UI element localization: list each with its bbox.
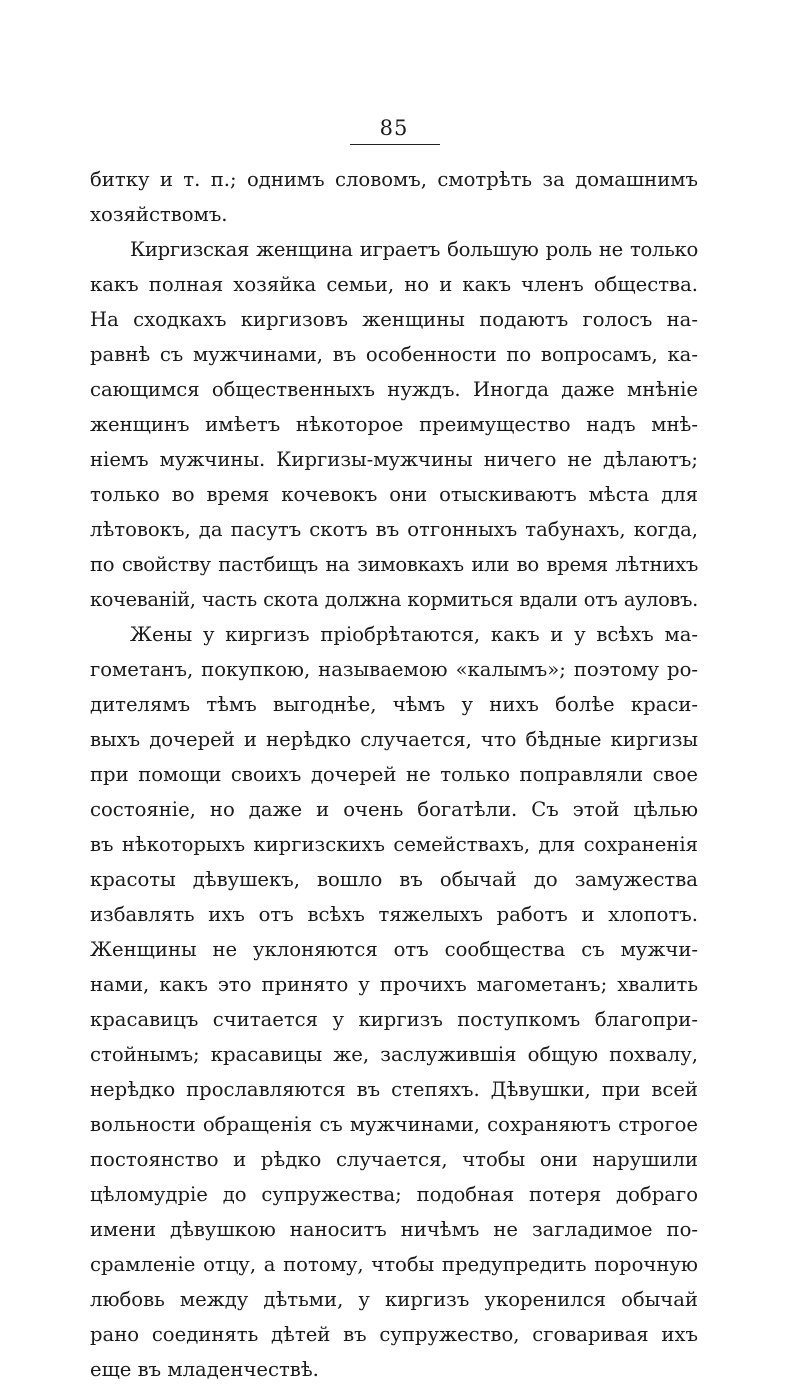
text-line: какъ полная хозяйка семьи, но и какъ членъ общества.	[90, 273, 698, 296]
text-line: вольности обращенія съ мужчинами, сохраняютъ строгое	[90, 1113, 698, 1136]
text-line: стойнымъ; красавицы же, заслужившія общую похвалу,	[90, 1043, 698, 1066]
text-line: цѣломудріе до супружества; подобная потеря добраго	[90, 1183, 698, 1206]
text-line: Киргизская женщина играетъ большую роль не только	[130, 238, 698, 261]
page-number-rule	[350, 144, 440, 145]
text-line: хозяйствомъ.	[90, 203, 228, 226]
text-line: постоянство и рѣдко случается, чтобы они нарушили	[90, 1148, 698, 1171]
text-line: Жены у киргизъ пріобрѣтаются, какъ и у всѣхъ ма-	[130, 623, 698, 646]
text-line: красавицъ считается у киргизъ поступкомъ благопри-	[90, 1008, 698, 1031]
text-line: при помощи своихъ дочерей не только поправляли свое	[90, 763, 698, 786]
text-line: кочеваній, часть скота должна кормиться вдали отъ ауловъ.	[90, 588, 698, 611]
text-line: красоты дѣвушекъ, вошло въ обычай до замужества	[90, 868, 698, 891]
text-line: На сходкахъ киргизовъ женщины подаютъ голосъ на-	[90, 308, 698, 331]
text-line: Женщины не уклоняются отъ сообщества съ мужчи-	[90, 938, 698, 961]
text-line: битку и т. п.; однимъ словомъ, смотрѣть за домашнимъ	[90, 168, 698, 191]
text-line: имени дѣвушкою наноситъ ничѣмъ не загладимое по-	[90, 1218, 698, 1241]
text-line: любовь между дѣтьми, у киргизъ укоренился обычай	[90, 1288, 698, 1311]
text-line: избавлять ихъ отъ всѣхъ тяжелыхъ работъ и хлопотъ.	[90, 903, 698, 926]
body-text	[90, 162, 698, 1387]
text-line: въ нѣкоторыхъ киргизскихъ семействахъ, для сохраненія	[90, 833, 698, 856]
text-line: женщинъ имѣетъ нѣкоторое преимущество надъ мнѣ-	[90, 413, 698, 436]
text-line: выхъ дочерей и нерѣдко случается, что бѣдные киргизы	[90, 728, 698, 751]
text-line: по свойству пастбищъ на зимовкахъ или во время лѣтнихъ	[90, 553, 698, 576]
text-line: дителямъ тѣмъ выгоднѣе, чѣмъ у нихъ болѣе краси-	[90, 693, 698, 716]
text-line: гометанъ, покупкою, называемою «калымъ»; поэтому ро-	[90, 658, 698, 681]
text-line: только во время кочевокъ они отыскиваютъ мѣста для	[90, 483, 698, 506]
text-line: еще въ младенчествѣ.	[90, 1358, 319, 1381]
text-line: сающимся общественныхъ нуждъ. Иногда даже мнѣніе	[90, 378, 698, 401]
text-line: рано соединять дѣтей въ супружество, сговаривая ихъ	[90, 1323, 698, 1346]
text-line: нерѣдко прославляются въ степяхъ. Дѣвушки, при всей	[90, 1078, 698, 1101]
page-number: 85	[379, 116, 409, 140]
text-line: равнѣ съ мужчинами, въ особенности по вопросамъ, ка-	[90, 343, 698, 366]
text-line: лѣтовокъ, да пасутъ скотъ въ отгонныхъ табунахъ, когда,	[90, 518, 698, 541]
text-line: срамленіе отцу, а потому, чтобы предупредить порочную	[90, 1253, 698, 1276]
text-line: ніемъ мужчины. Киргизы-мужчины ничего не дѣлаютъ;	[90, 448, 698, 471]
text-line: состояніе, но даже и очень богатѣли. Съ этой цѣлью	[90, 798, 698, 821]
text-line: нами, какъ это принято у прочихъ магометанъ; хвалить	[90, 973, 698, 996]
